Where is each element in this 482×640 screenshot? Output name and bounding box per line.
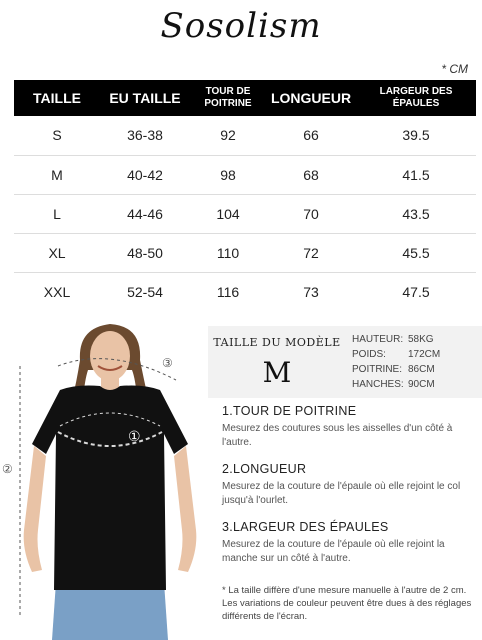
cell-length: 66 (266, 116, 356, 155)
cell-chest: 110 (190, 233, 266, 272)
header-taille: TAILLE (14, 80, 100, 116)
header-largeur-epaules: LARGEUR DES ÉPAULES (356, 80, 476, 116)
header-eu-taille: EU TAILLE (100, 80, 190, 116)
guide-text: Mesurez de la couture de l'épaule où elle rejoint le col jusqu'à l'ourlet. (222, 481, 461, 506)
guide-chest (222, 404, 478, 450)
cell-shoulder: 43.5 (356, 194, 476, 233)
model-size-value: M (262, 356, 292, 389)
cell-size: XL (14, 233, 100, 272)
brand-logo: Sosolism (160, 6, 322, 46)
cell-shoulder: 47.5 (402, 283, 430, 300)
cell-size: L (14, 194, 100, 233)
size-chart-table (14, 80, 476, 311)
cell-size: M (14, 155, 100, 194)
table-row (14, 194, 476, 233)
guide-text: Mesurez des coutures sous les aisselles d'un côté à l'autre. (222, 423, 453, 448)
table-row (14, 272, 476, 311)
cell-eu-size: 52-54 (127, 283, 163, 300)
header-tour-de-poitrine: TOUR DE POITRINE (190, 80, 266, 116)
cell-shoulder: 39.5 (356, 116, 476, 155)
stat-label: HAUTEUR: (352, 334, 404, 345)
guide-title: 1.TOUR DE POITRINE (222, 404, 357, 418)
stat-label: POIDS: (352, 349, 386, 360)
cell-length: 72 (266, 233, 356, 272)
stat-row (352, 377, 440, 392)
cell-length: 70 (266, 194, 356, 233)
cell-chest: 92 (190, 116, 266, 155)
cell-size: XXL (43, 283, 71, 300)
cell-chest: 116 (216, 283, 240, 300)
stat-value: 172CM (408, 349, 441, 360)
marker-2: ② (2, 462, 13, 476)
table-row (14, 155, 476, 194)
cell-eu-size: 48-50 (100, 233, 190, 272)
table-header-row (14, 80, 476, 116)
stat-row (352, 362, 440, 377)
stat-value: 58KG (408, 334, 434, 345)
model-stats (352, 332, 440, 392)
stat-label: HANCHES: (352, 379, 404, 390)
stat-value: 90CM (408, 379, 435, 390)
cell-shoulder: 45.5 (356, 233, 476, 272)
guide-shoulder (222, 520, 478, 566)
cell-length: 68 (266, 155, 356, 194)
model-photo (0, 320, 210, 640)
marker-3: ③ (162, 356, 173, 370)
cell-chest: 104 (190, 194, 266, 233)
cell-eu-size: 36-38 (100, 116, 190, 155)
stat-value: 86CM (408, 364, 435, 375)
cell-length: 73 (303, 283, 319, 300)
marker-1: ① (128, 428, 141, 444)
unit-label: * CM (441, 62, 468, 76)
stat-row (352, 332, 440, 347)
disclaimer-note: * La taille diffère d'une mesure manuelle à l'autre de 2 cm. Les variations de couleur peuvent être dues à des réglages différents de l'écran. (222, 585, 472, 622)
model-size-title: TAILLE DU MODÈLE (213, 336, 341, 349)
table-row (14, 233, 476, 272)
guide-text: Mesurez de la couture de l'épaule où elle rejoint la manche sur un côté à l'autre. (222, 539, 445, 564)
cell-size: S (14, 116, 100, 155)
guide-title: 2.LONGUEUR (222, 462, 307, 476)
stat-row (352, 347, 440, 362)
cell-eu-size: 44-46 (100, 194, 190, 233)
cell-eu-size: 40-42 (100, 155, 190, 194)
cell-shoulder: 41.5 (356, 155, 476, 194)
guide-title: 3.LARGEUR DES ÉPAULES (222, 520, 389, 534)
header-longueur: LONGUEUR (266, 80, 356, 116)
cell-chest: 98 (190, 155, 266, 194)
table-row (14, 116, 476, 155)
guide-length (222, 462, 478, 508)
stat-label: POITRINE: (352, 364, 403, 375)
